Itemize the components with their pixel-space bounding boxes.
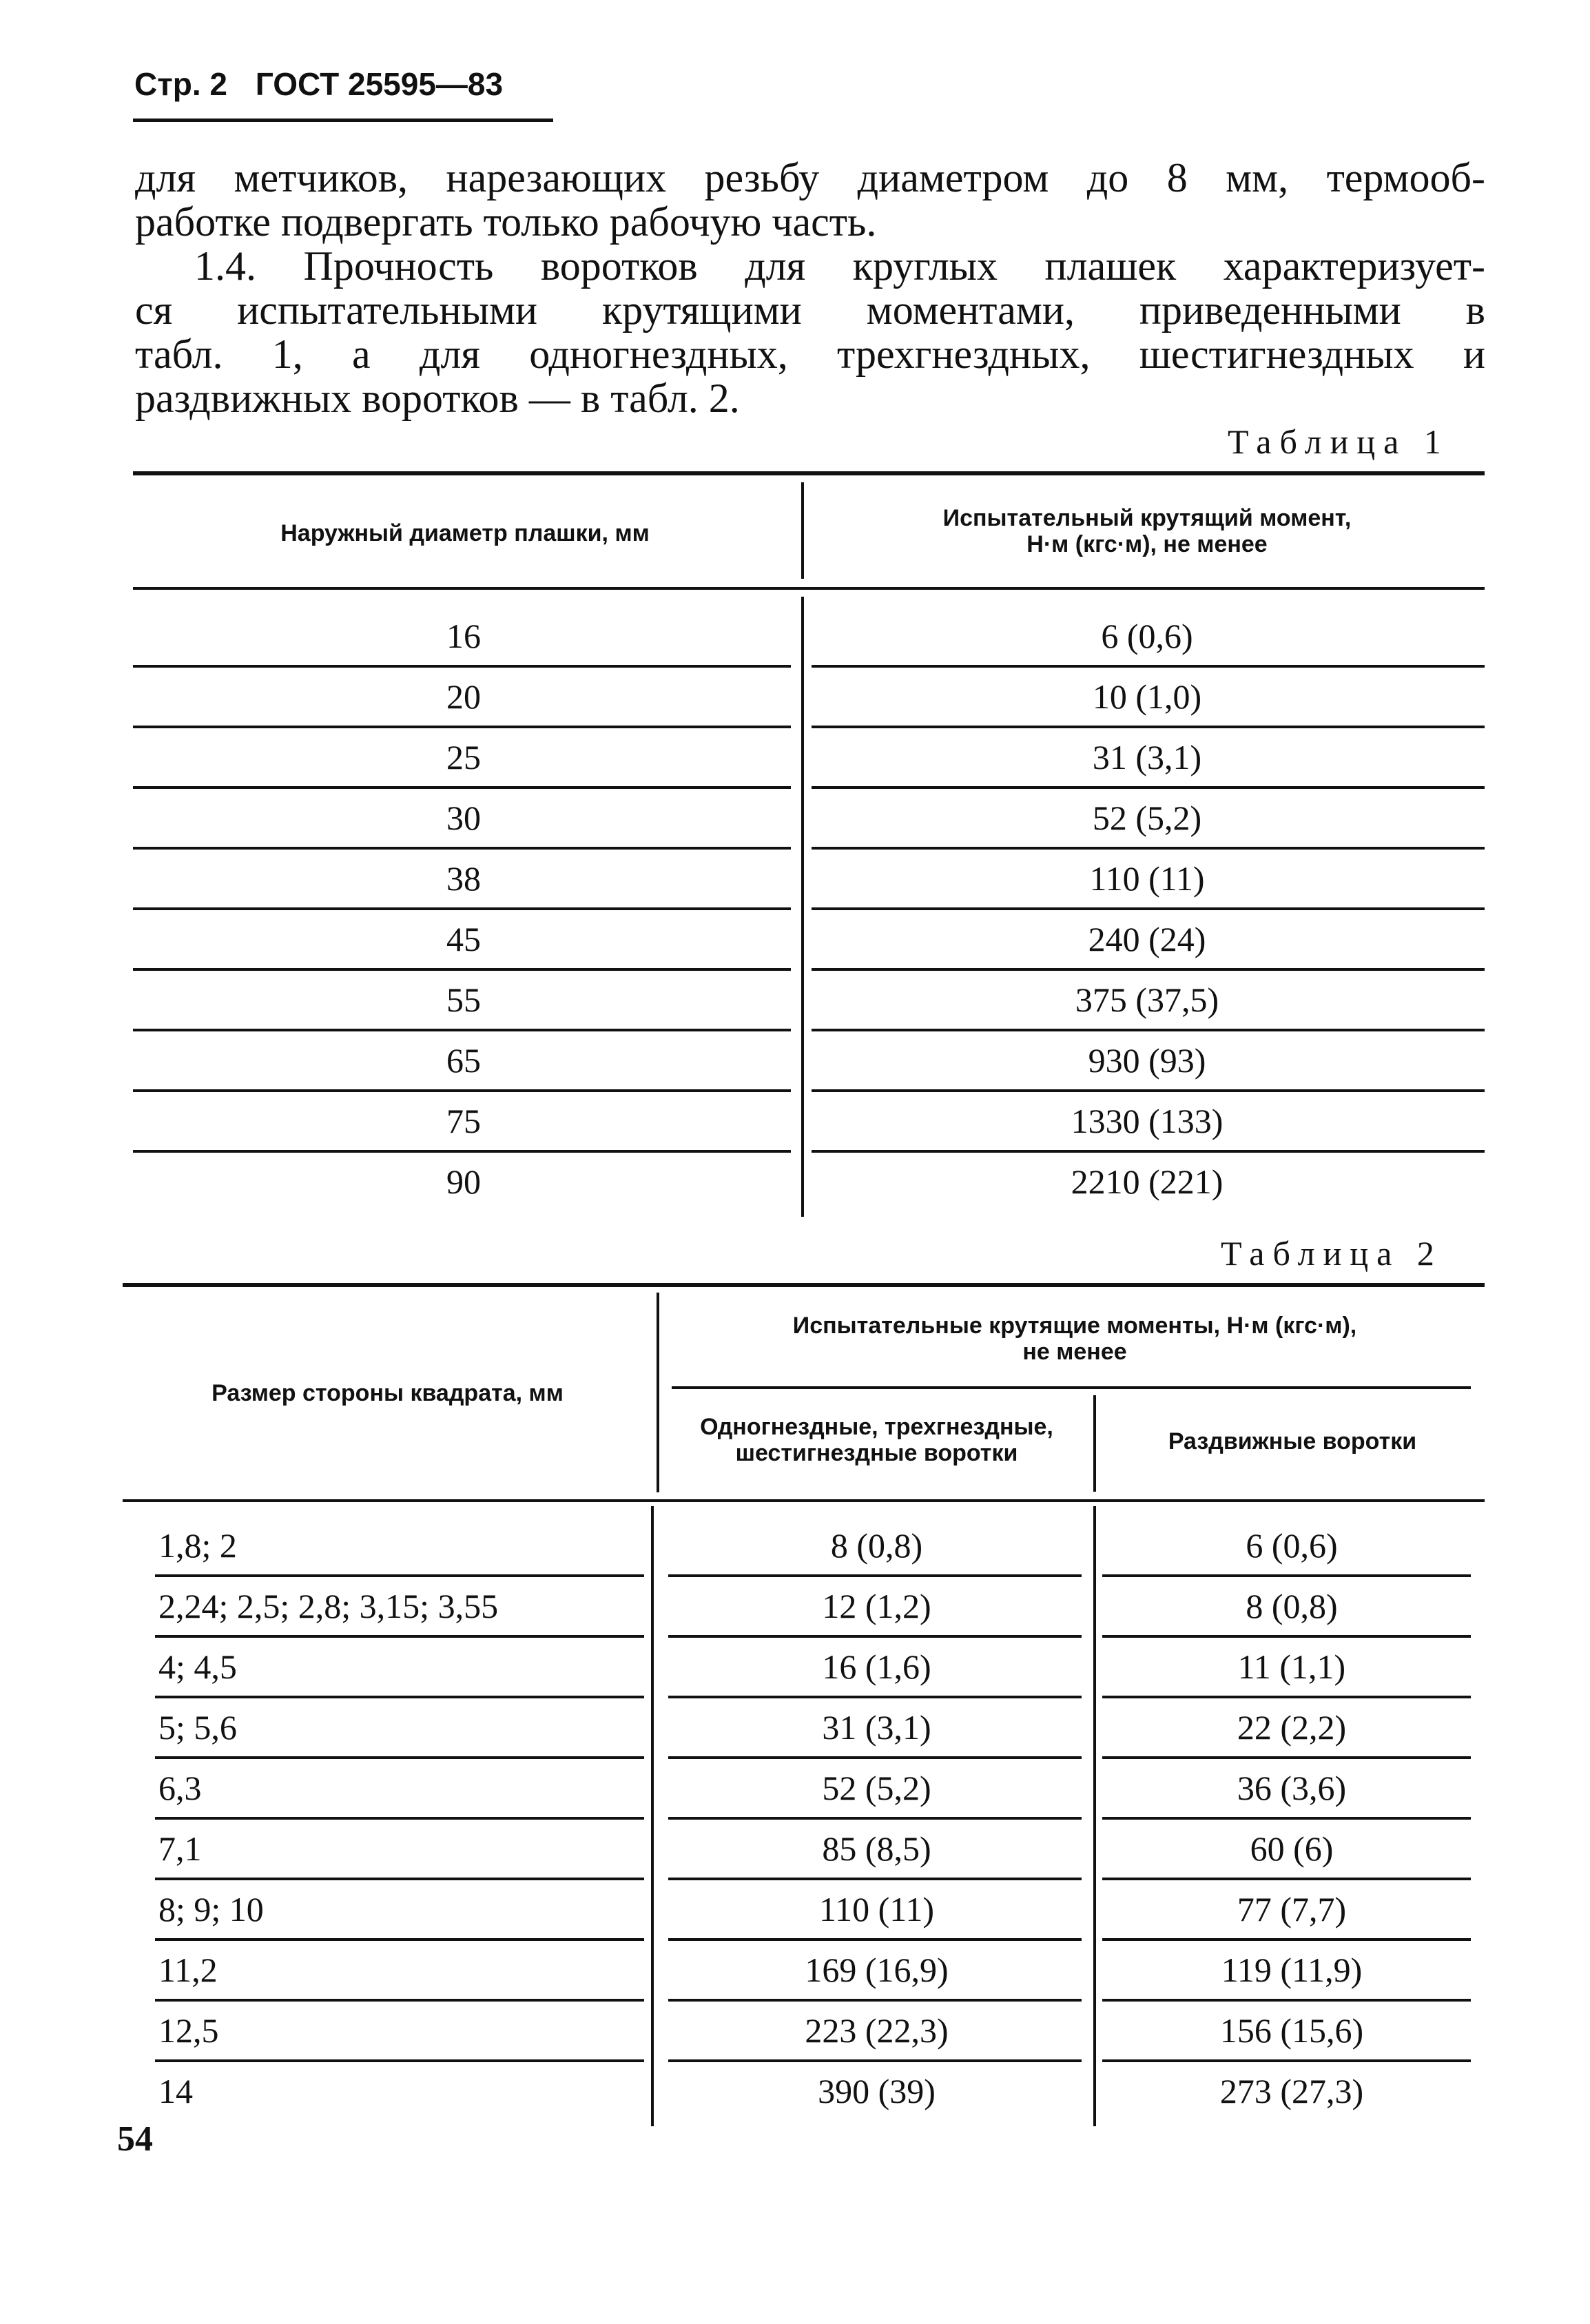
table-2-row-rule-right [1102, 1878, 1471, 1880]
table-1-row-rule-left [133, 847, 791, 850]
page-number: 54 [117, 2119, 153, 2159]
table-2-fixed-cell: 110 (11) [818, 1890, 935, 1929]
table-1-diameter-cell: 20 [446, 677, 481, 716]
table-1-col2-header-line-1: Испытательный крутящий момент, [942, 505, 1352, 531]
table-1-moment-cell: 240 (24) [1088, 920, 1206, 958]
table-2-size-cell: 6,3 [158, 1769, 202, 1807]
table-2-size-cell: 14 [158, 2072, 193, 2110]
table-1-diameter-cell: 38 [446, 859, 481, 898]
table-2-row-rule-right [1102, 1938, 1471, 1941]
table-2-group-header [665, 1313, 1485, 1365]
table-1-moment-cell: 10 (1,0) [1092, 677, 1202, 716]
table-2-fixed-cell: 16 (1,6) [822, 1647, 931, 1686]
table-1-header-rule [133, 587, 1485, 590]
table-2-group-header-line-1: Испытательные крутящие моменты, Н·м (кгс·м), [792, 1313, 1357, 1339]
table-2-fixed-cell: 12 (1,2) [822, 1587, 931, 1625]
table-2-row-rule-right [1102, 1817, 1471, 1820]
table-2-size-cell: 2,24; 2,5; 2,8; 3,15; 3,55 [158, 1587, 499, 1625]
table-2-row-rule-mid [668, 1938, 1082, 1941]
table-1-row-rule-right [812, 847, 1485, 850]
table-2-size-cell: 11,2 [158, 1951, 218, 1989]
table-1-row-rule-right [812, 968, 1485, 971]
table-2-row-rule-left [155, 1999, 644, 2002]
table-2-sliding-cell: 6 (0,6) [1246, 1526, 1338, 1565]
table-1-diameter-cell: 25 [446, 738, 481, 777]
table-2-size-cell: 1,8; 2 [158, 1526, 237, 1565]
page-header [134, 65, 522, 103]
table-2-fixed-cell: 31 (3,1) [822, 1708, 931, 1747]
table-2-row-rule-right [1102, 1635, 1471, 1638]
table-2-sliding-cell: 11 (1,1) [1237, 1647, 1346, 1686]
table-2-fixed-cell: 390 (39) [818, 2072, 936, 2110]
table-1-row-rule-left [133, 665, 791, 668]
table-2-row-rule-left [155, 1817, 644, 1820]
table-1-caption: Таблица 1 [1228, 422, 1449, 461]
table-2-row-rule-mid [668, 1999, 1082, 2002]
table-2-body-divider-2 [1093, 1506, 1096, 2126]
table-1-row-rule-left [133, 1029, 791, 1031]
table-2-row-rule-mid [668, 1696, 1082, 1698]
table-1-moment-cell: 110 (11) [1089, 859, 1205, 898]
table-2-size-cell: 5; 5,6 [158, 1708, 237, 1747]
table-1-moment-cell: 31 (3,1) [1092, 738, 1202, 777]
table-1-header-divider [801, 482, 804, 579]
table-2-sub2-header: Раздвижные воротки [1168, 1428, 1417, 1454]
table-2-sliding-cell: 77 (7,7) [1237, 1890, 1347, 1929]
table-1-row-rule-left [133, 1150, 791, 1153]
table-1-diameter-cell: 65 [446, 1041, 481, 1080]
paragraph-1-line-1: для метчиков, нарезающих резьбу диаметром до 8 мм, термооб- [135, 155, 1485, 200]
table-2-row-rule-left [155, 1938, 644, 1941]
table-2-row-rule-left [155, 1878, 644, 1880]
table-2-sub1-header-line-1: Одногнездные, трехгнездные, [700, 1414, 1053, 1440]
table-2-sub1-header [665, 1414, 1088, 1466]
table-2-fixed-cell: 8 (0,8) [830, 1526, 923, 1565]
table-1-col2-header [809, 505, 1485, 557]
paragraph-2-line-3: табл. 1, а для одногнездных, трехгнездных, шестигнездных и [135, 331, 1485, 377]
table-1-top-rule [133, 471, 1485, 475]
table-2-sliding-cell: 156 (15,6) [1219, 2011, 1364, 2050]
header-rule [133, 119, 553, 122]
table-2-sliding-cell: 119 (11,9) [1221, 1951, 1363, 1989]
table-1-diameter-cell: 45 [446, 920, 481, 958]
table-2-top-rule [123, 1283, 1485, 1287]
table-1-row-rule-left [133, 1089, 791, 1092]
table-2-row-rule-left [155, 1635, 644, 1638]
table-2-row-rule-right [1102, 1756, 1471, 1759]
table-2-size-cell: 12,5 [158, 2011, 219, 2050]
table-1-diameter-cell: 55 [446, 980, 481, 1019]
table-1-row-rule-right [812, 907, 1485, 910]
table-1-col2-header-line-2: Н·м (кгс·м), не менее [1026, 531, 1268, 557]
table-2-fixed-cell: 85 (8,5) [822, 1829, 931, 1868]
table-1-row-rule-right [812, 1150, 1485, 1153]
table-2-sliding-cell: 36 (3,6) [1237, 1769, 1347, 1807]
paragraph-2-line-4: раздвижных воротков — в табл. 2. [135, 376, 740, 421]
table-1-row-rule-right [812, 786, 1485, 789]
table-1-body-divider [801, 597, 804, 1217]
table-1-diameter-cell: 30 [446, 799, 481, 837]
table-2-row-rule-right [1102, 1574, 1471, 1577]
table-2-row-rule-mid [668, 1756, 1082, 1759]
table-2-row-rule-mid [668, 2059, 1082, 2062]
table-2-size-cell: 7,1 [158, 1829, 202, 1868]
table-2-caption: Таблица 2 [1221, 1234, 1443, 1273]
table-1-row-rule-right [812, 1029, 1485, 1031]
table-1-moment-cell: 930 (93) [1088, 1041, 1206, 1080]
table-2-group-header-line-2: не менее [1022, 1339, 1127, 1365]
table-1-row-rule-right [812, 726, 1485, 728]
table-2-size-cell: 8; 9; 10 [158, 1890, 264, 1929]
table-1-diameter-cell: 90 [446, 1162, 481, 1201]
table-2-fixed-cell: 52 (5,2) [822, 1769, 931, 1807]
table-2-sub1-header-line-2: шестигнездные воротки [735, 1440, 1018, 1466]
table-2-row-rule-left [155, 2059, 644, 2062]
table-2-header-divider [657, 1293, 659, 1492]
table-2-fixed-cell: 223 (22,3) [805, 2011, 949, 2050]
table-2-row-rule-right [1102, 2059, 1471, 2062]
paragraph-2-line-1: 1.4. Прочность воротков для круглых плашек характеризует- [194, 243, 1485, 289]
table-2-row-rule-mid [668, 1878, 1082, 1880]
paragraph-2-line-2: ся испытательными крутящими моментами, приведенными в [135, 287, 1485, 333]
table-2-row-rule-left [155, 1696, 644, 1698]
table-2-col1-header: Размер стороны квадрата, мм [211, 1380, 564, 1406]
table-2-row-rule-left [155, 1756, 644, 1759]
table-1-diameter-cell: 75 [446, 1102, 481, 1140]
table-2-sliding-cell: 8 (0,8) [1246, 1587, 1338, 1625]
table-1-row-rule-right [812, 665, 1485, 668]
table-2-sliding-cell: 60 (6) [1250, 1829, 1334, 1868]
table-1-row-rule-left [133, 907, 791, 910]
table-1-col1-header: Наружный диаметр плашки, мм [280, 520, 650, 546]
table-2-sliding-cell: 22 (2,2) [1237, 1708, 1347, 1747]
table-2-row-rule-mid [668, 1635, 1082, 1638]
paragraph-1-line-2: работке подвергать только рабочую часть. [135, 199, 877, 245]
table-1-diameter-cell: 16 [446, 617, 481, 655]
table-2-header-rule [123, 1499, 1485, 1502]
table-1-row-rule-right [812, 1089, 1485, 1092]
table-2-row-rule-mid [668, 1817, 1082, 1820]
table-1-moment-cell: 2210 (221) [1071, 1162, 1224, 1201]
table-1-moment-cell: 1330 (133) [1071, 1102, 1224, 1140]
table-2-group-rule [672, 1386, 1471, 1389]
table-2-sliding-cell: 273 (27,3) [1219, 2072, 1364, 2110]
table-1-moment-cell: 375 (37,5) [1075, 980, 1219, 1019]
table-1-row-rule-left [133, 726, 791, 728]
table-1-moment-cell: 52 (5,2) [1092, 799, 1202, 837]
table-2-subheader-divider [1093, 1395, 1096, 1492]
table-2-size-cell: 4; 4,5 [158, 1647, 237, 1686]
paragraph-1 [135, 156, 1485, 244]
table-1-moment-cell: 6 (0,6) [1101, 617, 1193, 655]
table-2-row-rule-left [155, 1574, 644, 1577]
table-2-fixed-cell: 169 (16,9) [805, 1951, 949, 1989]
table-2-row-rule-right [1102, 1696, 1471, 1698]
table-2-row-rule-mid [668, 1574, 1082, 1577]
table-1-row-rule-left [133, 968, 791, 971]
table-1-row-rule-left [133, 786, 791, 789]
standard-number: ГОСТ 25595—83 [255, 66, 504, 102]
table-2-row-rule-right [1102, 1999, 1471, 2002]
table-2-body-divider-1 [651, 1506, 654, 2126]
page-label: Стр. 2 [134, 66, 227, 102]
paragraph-2 [135, 244, 1485, 420]
